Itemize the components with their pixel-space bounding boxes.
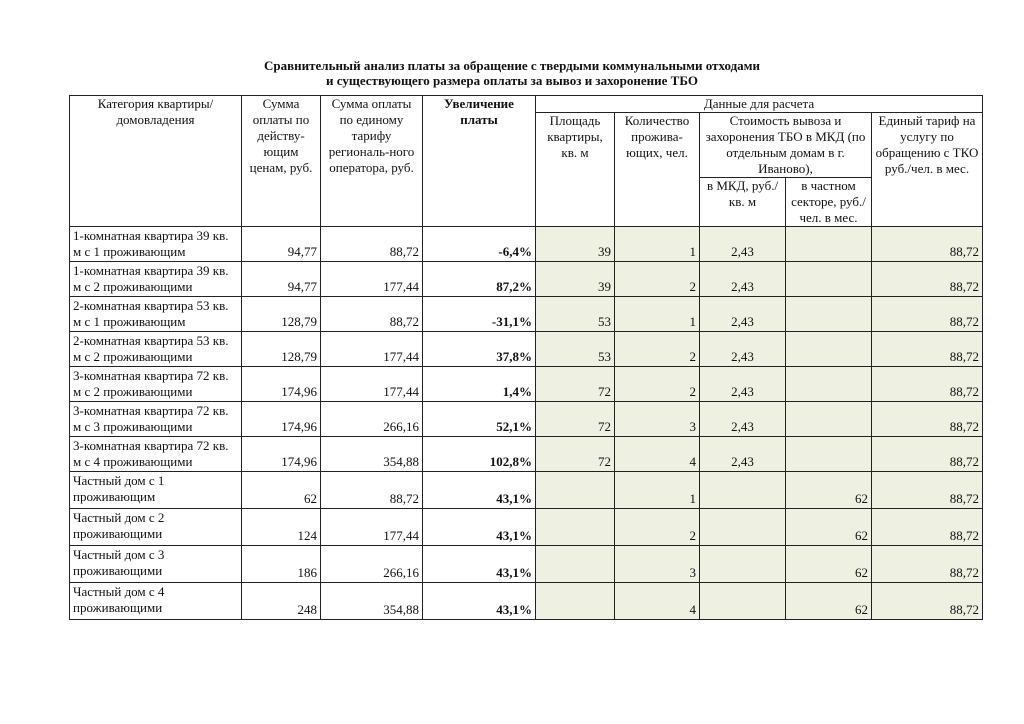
cell-area: 53 bbox=[536, 297, 615, 332]
header-category: Категория квартиры/ домовладения bbox=[70, 96, 242, 227]
cell-current-price: 128,79 bbox=[242, 332, 321, 367]
cell-increase: 43,1% bbox=[423, 546, 536, 583]
cell-area: 72 bbox=[536, 437, 615, 472]
cell-unified-tariff: 88,72 bbox=[872, 546, 983, 583]
cell-private-cost bbox=[786, 437, 872, 472]
cell-tariff-sum: 354,88 bbox=[321, 437, 423, 472]
cell-category: 2-комнатная квартира 53 кв. м с 1 проживающим bbox=[70, 297, 242, 332]
table-row bbox=[70, 332, 983, 367]
cell-mkd-cost: 2,43 bbox=[700, 437, 786, 472]
document-title bbox=[0, 58, 1024, 88]
table-body bbox=[70, 227, 983, 620]
header-current-price: Сумма оплаты по действу-ющим ценам, руб. bbox=[242, 96, 321, 227]
title-line-2: и существующего размера оплаты за вывоз и захоронение ТБО bbox=[326, 73, 698, 88]
cell-area: 39 bbox=[536, 262, 615, 297]
cell-current-price: 94,77 bbox=[242, 227, 321, 262]
cell-residents: 1 bbox=[615, 227, 700, 262]
cell-tariff-sum: 266,16 bbox=[321, 546, 423, 583]
cell-category: Частный дом с 1 проживающим bbox=[70, 472, 242, 509]
comparison-table bbox=[69, 95, 983, 620]
cell-residents: 2 bbox=[615, 332, 700, 367]
cell-unified-tariff: 88,72 bbox=[872, 509, 983, 546]
cell-private-cost bbox=[786, 367, 872, 402]
cell-increase: 43,1% bbox=[423, 509, 536, 546]
cell-category: Частный дом с 2 проживающими bbox=[70, 509, 242, 546]
cell-tariff-sum: 177,44 bbox=[321, 262, 423, 297]
table-row bbox=[70, 437, 983, 472]
cell-current-price: 248 bbox=[242, 583, 321, 620]
cell-private-cost bbox=[786, 402, 872, 437]
cell-category: 3-комнатная квартира 72 кв. м с 4 проживающими bbox=[70, 437, 242, 472]
cell-private-cost: 62 bbox=[786, 509, 872, 546]
cell-increase: 1,4% bbox=[423, 367, 536, 402]
cell-private-cost bbox=[786, 332, 872, 367]
cell-increase: 102,8% bbox=[423, 437, 536, 472]
cell-mkd-cost: 2,43 bbox=[700, 297, 786, 332]
cell-area bbox=[536, 546, 615, 583]
header-increase: Увеличение платы bbox=[423, 96, 536, 227]
table-row bbox=[70, 367, 983, 402]
cell-mkd-cost bbox=[700, 583, 786, 620]
cell-increase: 37,8% bbox=[423, 332, 536, 367]
cell-residents: 4 bbox=[615, 583, 700, 620]
cell-tariff-sum: 354,88 bbox=[321, 583, 423, 620]
cell-increase: -31,1% bbox=[423, 297, 536, 332]
cell-tariff-sum: 266,16 bbox=[321, 402, 423, 437]
cell-increase: 87,2% bbox=[423, 262, 536, 297]
cell-private-cost bbox=[786, 227, 872, 262]
header-tbo-cost: Стоимость вывоза и захоронения ТБО в МКД (по отдельным домам в г. Иваново), bbox=[700, 113, 872, 178]
cell-category: 1-комнатная квартира 39 кв. м с 1 проживающим bbox=[70, 227, 242, 262]
cell-unified-tariff: 88,72 bbox=[872, 402, 983, 437]
cell-unified-tariff: 88,72 bbox=[872, 332, 983, 367]
cell-category: Частный дом с 3 проживающими bbox=[70, 546, 242, 583]
header-residents: Количество прожива-ющих, чел. bbox=[615, 113, 700, 227]
cell-unified-tariff: 88,72 bbox=[872, 262, 983, 297]
cell-current-price: 174,96 bbox=[242, 437, 321, 472]
cell-private-cost bbox=[786, 297, 872, 332]
cell-residents: 3 bbox=[615, 402, 700, 437]
header-unified-tariff: Единый тариф на услугу по обращению с ТКО руб./чел. в мес. bbox=[872, 113, 983, 227]
cell-category: 1-комнатная квартира 39 кв. м с 2 проживающими bbox=[70, 262, 242, 297]
cell-current-price: 186 bbox=[242, 546, 321, 583]
header-calc-data: Данные для расчета bbox=[536, 96, 983, 113]
header-area: Площадь квартиры, кв. м bbox=[536, 113, 615, 227]
cell-mkd-cost: 2,43 bbox=[700, 227, 786, 262]
table-row bbox=[70, 583, 983, 620]
cell-area bbox=[536, 472, 615, 509]
cell-area: 53 bbox=[536, 332, 615, 367]
cell-tariff-sum: 88,72 bbox=[321, 297, 423, 332]
table-row bbox=[70, 546, 983, 583]
cell-current-price: 174,96 bbox=[242, 367, 321, 402]
cell-residents: 2 bbox=[615, 262, 700, 297]
cell-tariff-sum: 88,72 bbox=[321, 472, 423, 509]
cell-area: 39 bbox=[536, 227, 615, 262]
cell-unified-tariff: 88,72 bbox=[872, 297, 983, 332]
cell-mkd-cost: 2,43 bbox=[700, 367, 786, 402]
cell-area: 72 bbox=[536, 402, 615, 437]
cell-current-price: 128,79 bbox=[242, 297, 321, 332]
cell-mkd-cost bbox=[700, 472, 786, 509]
cell-current-price: 124 bbox=[242, 509, 321, 546]
cell-mkd-cost: 2,43 bbox=[700, 402, 786, 437]
table-row bbox=[70, 262, 983, 297]
cell-category: Частный дом с 4 проживающими bbox=[70, 583, 242, 620]
cell-private-cost: 62 bbox=[786, 472, 872, 509]
cell-residents: 1 bbox=[615, 472, 700, 509]
table-row bbox=[70, 402, 983, 437]
header-private-sector: в частном секторе, руб./чел. в мес. bbox=[786, 178, 872, 227]
cell-private-cost bbox=[786, 262, 872, 297]
cell-mkd-cost: 2,43 bbox=[700, 332, 786, 367]
cell-mkd-cost bbox=[700, 546, 786, 583]
cell-category: 3-комнатная квартира 72 кв. м с 2 проживающими bbox=[70, 367, 242, 402]
table-row bbox=[70, 297, 983, 332]
title-line-1: Сравнительный анализ платы за обращение с твердыми коммунальными отходами bbox=[264, 58, 760, 73]
cell-current-price: 62 bbox=[242, 472, 321, 509]
cell-current-price: 174,96 bbox=[242, 402, 321, 437]
cell-tariff-sum: 177,44 bbox=[321, 332, 423, 367]
cell-current-price: 94,77 bbox=[242, 262, 321, 297]
cell-increase: 43,1% bbox=[423, 472, 536, 509]
cell-unified-tariff: 88,72 bbox=[872, 367, 983, 402]
cell-increase: 52,1% bbox=[423, 402, 536, 437]
cell-unified-tariff: 88,72 bbox=[872, 437, 983, 472]
cell-residents: 3 bbox=[615, 546, 700, 583]
cell-category: 3-комнатная квартира 72 кв. м с 3 проживающими bbox=[70, 402, 242, 437]
header-in-mkd: в МКД, руб./кв. м bbox=[700, 178, 786, 227]
cell-residents: 2 bbox=[615, 367, 700, 402]
cell-area bbox=[536, 509, 615, 546]
cell-residents: 4 bbox=[615, 437, 700, 472]
cell-increase: 43,1% bbox=[423, 583, 536, 620]
header-unified-tariff-sum: Сумма оплаты по единому тарифу региональ-ного оператора, руб. bbox=[321, 96, 423, 227]
cell-tariff-sum: 177,44 bbox=[321, 367, 423, 402]
cell-tariff-sum: 177,44 bbox=[321, 509, 423, 546]
cell-residents: 1 bbox=[615, 297, 700, 332]
cell-area: 72 bbox=[536, 367, 615, 402]
cell-residents: 2 bbox=[615, 509, 700, 546]
cell-tariff-sum: 88,72 bbox=[321, 227, 423, 262]
table-row bbox=[70, 472, 983, 509]
cell-unified-tariff: 88,72 bbox=[872, 227, 983, 262]
table-row bbox=[70, 227, 983, 262]
cell-unified-tariff: 88,72 bbox=[872, 583, 983, 620]
cell-increase: -6,4% bbox=[423, 227, 536, 262]
cell-private-cost: 62 bbox=[786, 583, 872, 620]
cell-private-cost: 62 bbox=[786, 546, 872, 583]
cell-mkd-cost: 2,43 bbox=[700, 262, 786, 297]
cell-mkd-cost bbox=[700, 509, 786, 546]
table-row bbox=[70, 509, 983, 546]
cell-area bbox=[536, 583, 615, 620]
cell-unified-tariff: 88,72 bbox=[872, 472, 983, 509]
cell-category: 2-комнатная квартира 53 кв. м с 2 проживающими bbox=[70, 332, 242, 367]
